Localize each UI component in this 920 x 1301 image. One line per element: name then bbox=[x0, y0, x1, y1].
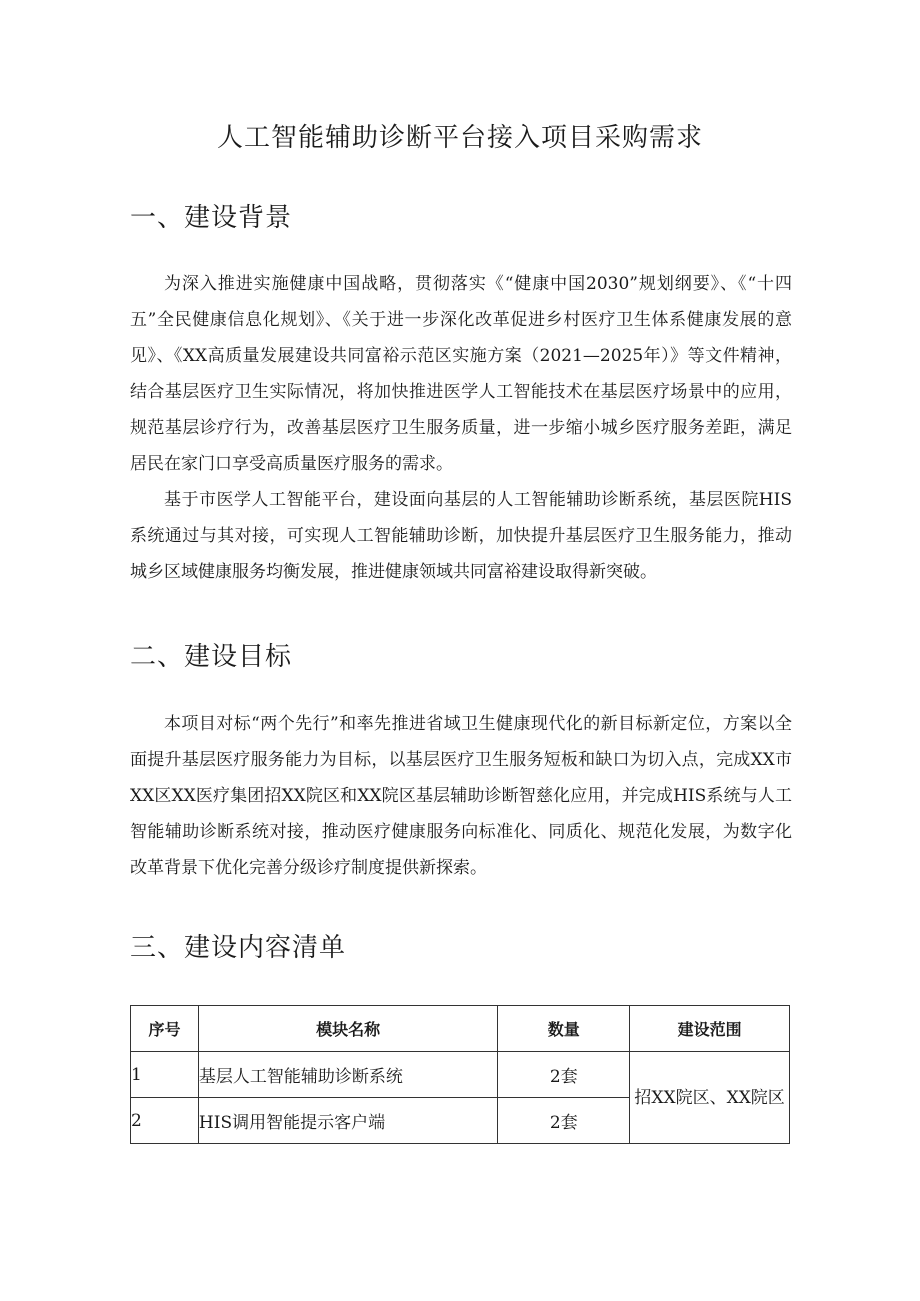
row-no: 1 bbox=[131, 1052, 199, 1098]
header-module-name: 模块名称 bbox=[198, 1006, 498, 1052]
row-module-name: HIS调用智能提示客户端 bbox=[198, 1098, 498, 1144]
row-module-name: 基层人工智能辅助诊断系统 bbox=[198, 1052, 498, 1098]
row-quantity: 2套 bbox=[498, 1098, 630, 1144]
table-row bbox=[131, 1052, 790, 1098]
section-heading-content-list: 三、建设内容清单 bbox=[130, 933, 347, 963]
table-header-row bbox=[131, 1006, 790, 1052]
header-no: 序号 bbox=[131, 1006, 199, 1052]
section-heading-goals: 二、建设目标 bbox=[130, 642, 293, 672]
background-paragraph-2: 基于市医学人工智能平台，建设面向基层的人工智能辅助诊断系统，基层医院HIS系统通过与其对接，可实现人工智能辅助诊断，加快提升基层医疗卫生服务能力，推动城乡区域健康服务均衡发展，推进健康领域共同富裕建设取得新突破。 bbox=[130, 490, 792, 582]
background-paragraph-1: 为深入推进实施健康中国战略，贯彻落实《“健康中国2030”规划纲要》、《“十四五”全民健康信息化规划》、《关于进一步深化改革促进乡村医疗卫生体系健康发展的意见》、《XX高质量发展建设共同富裕示范区实施方案（2021—2025年）》等文件精神，结合基层医疗卫生实际情况，将加快推进医学人工智能技术在基层医疗场景中的应用，规范基层诊疗行为，改善基层医疗卫生服务质量，进一步缩小城乡医疗服务差距，满足居民在家门口享受高质量医疗服务的需求。 bbox=[130, 274, 792, 474]
document-title: 人工智能辅助诊断平台接入项目采购需求 bbox=[216, 123, 703, 153]
row-scope: 招XX院区、XX院区 bbox=[630, 1052, 790, 1144]
header-scope: 建设范围 bbox=[630, 1006, 790, 1052]
row-no: 2 bbox=[131, 1098, 199, 1144]
content-list-table bbox=[130, 1005, 790, 1144]
header-quantity: 数量 bbox=[498, 1006, 630, 1052]
goals-paragraph: 本项目对标“两个先行”和率先推进省域卫生健康现代化的新目标新定位，方案以全面提升基层医疗服务能力为目标，以基层医疗卫生服务短板和缺口为切入点，完成XX市XX区XX医疗集团招XX院区和XX院区基层辅助诊断智慈化应用，并完成HIS系统与人工智能辅助诊断系统对接，推动医疗健康服务向标准化、同质化、规范化发展，为数字化改革背景下优化完善分级诊疗制度提供新探索。 bbox=[130, 714, 792, 878]
row-quantity: 2套 bbox=[498, 1052, 630, 1098]
section-heading-background: 一、建设背景 bbox=[130, 203, 293, 233]
